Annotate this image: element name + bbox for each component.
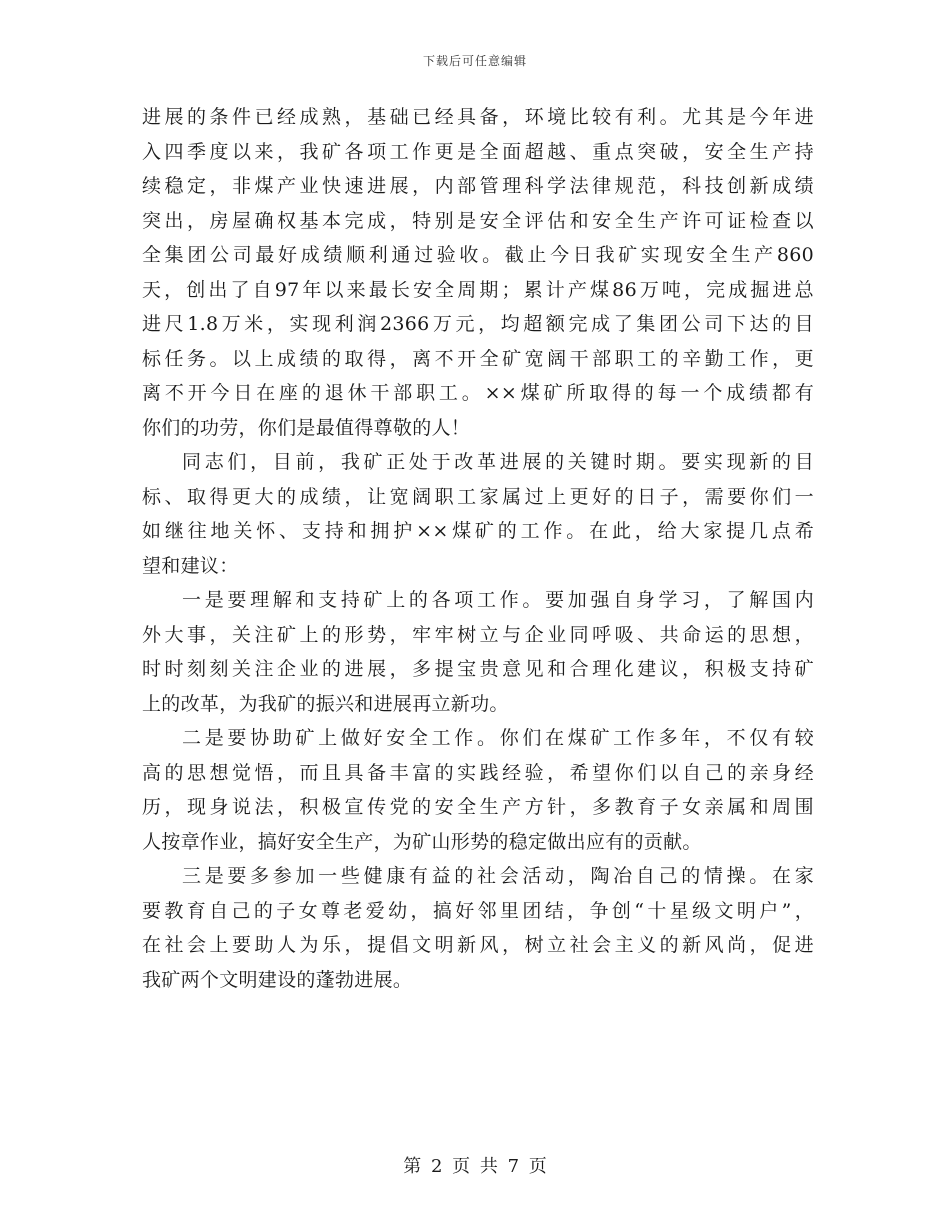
text-line: 入四季度以来，我矿各项工作更是全面超越、重点突破，安全生产持 (142, 140, 814, 163)
text-line: 外大事，关注矿上的形势，牢牢树立与企业同呼吸、共命运的思想， (142, 623, 814, 646)
text-line: 上的改革，为我矿的振兴和进展再立新功。 (142, 692, 509, 715)
text-line: 要教育自己的子女尊老爱幼，搞好邻里团结，争创“十星级文明户”， (142, 899, 814, 922)
text-line: 时时刻刻关注企业的进展，多提宝贵意见和合理化建议，积极支持矿 (142, 658, 814, 680)
text-line: 你们的功劳，你们是最值得尊敬的人！ (142, 416, 471, 439)
text-line: 天，创出了自97年以来最长安全周期；累计产煤86万吨，完成掘进总 (142, 278, 814, 301)
document-body (142, 100, 814, 997)
page-footer: 第 2 页 共 7 页 (403, 1156, 547, 1177)
text-line: 进展的条件已经成熟，基础已经具备，环境比较有利。尤其是今年进 (142, 106, 814, 128)
text-line: 望和建议： (142, 554, 239, 577)
text-line: 标任务。以上成绩的取得，离不开全矿宽阔干部职工的辛勤工作，更 (142, 347, 814, 370)
text-line: 突出，房屋确权基本完成，特别是安全评估和安全生产许可证检查以 (142, 209, 814, 232)
paragraph-first-line: 一是要理解和支持矿上的各项工作。要加强自身学习，了解国内 (182, 589, 814, 611)
text-line: 高的思想觉悟，而且具备丰富的实践经验，希望你们以自己的亲身经 (142, 761, 814, 784)
text-line: 在社会上要助人为乐，提倡文明新风，树立社会主义的新风尚，促进 (142, 934, 814, 956)
paragraph-first-line: 同志们，目前，我矿正处于改革进展的关键时期。要实现新的目 (182, 451, 814, 473)
text-line: 全集团公司最好成绩顺利通过验收。截止今日我矿实现安全生产860 (142, 244, 814, 266)
text-line: 人按章作业，搞好安全生产，为矿山形势的稳定做出应有的贡献。 (142, 830, 702, 853)
paragraph-first-line: 二是要协助矿上做好安全工作。你们在煤矿工作多年，不仅有较 (182, 727, 814, 749)
text-line: 如继往地关怀、支持和拥护××煤矿的工作。在此，给大家提几点希 (142, 520, 814, 542)
paragraph-first-line: 三是要多参加一些健康有益的社会活动，陶冶自己的情操。在家 (182, 865, 814, 887)
text-line: 标、取得更大的成绩，让宽阔职工家属过上更好的日子，需要你们一 (142, 485, 814, 508)
text-line: 续稳定，非煤产业快速进展，内部管理科学法律规范，科技创新成绩 (142, 175, 814, 197)
text-line: 离不开今日在座的退休干部职工。××煤矿所取得的每一个成绩都有 (142, 382, 814, 404)
text-line: 进尺1.8万米，实现利润2366万元，均超额完成了集团公司下达的目 (142, 313, 814, 335)
page-header: 下载后可任意编辑 (422, 54, 527, 68)
text-line: 我矿两个文明建设的蓬勃进展。 (142, 968, 413, 991)
text-line: 历，现身说法，积极宣传党的安全生产方针，多教育子女亲属和周围 (142, 796, 814, 818)
